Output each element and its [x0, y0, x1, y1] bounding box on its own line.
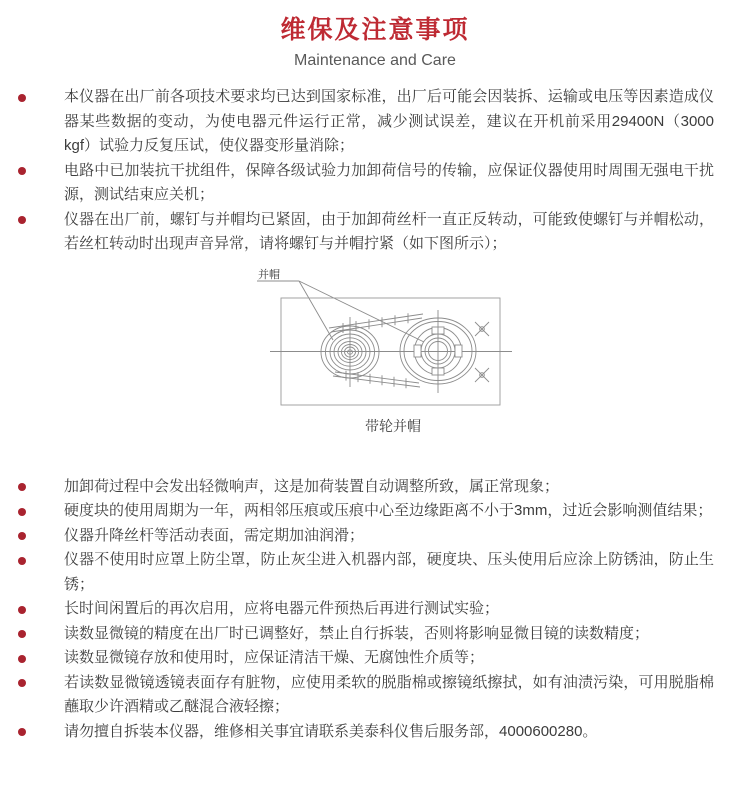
- bullet-icon: [18, 557, 26, 565]
- page-header: [0, 0, 750, 71]
- note-item: [64, 646, 714, 671]
- note-text: 若读数显微镜透镜表面存有脏物，应使用柔软的脱脂棉或擦镜纸擦拭，如有油渍污染，可用脱脂棉蘸取少许酒精或乙醚混合液轻擦；: [64, 673, 714, 715]
- bullet-icon: [18, 630, 26, 638]
- pulley-diagram: [245, 265, 515, 442]
- note-text: 请勿擅自拆装本仪器，维修相关事宜请联系美泰科仪售后服务部，4000600280。: [64, 722, 598, 740]
- note-item: [64, 524, 714, 549]
- note-item: [64, 720, 714, 745]
- note-text: 长时间闲置后的再次启用，应将电器元件预热后再进行测试实验；: [64, 600, 500, 617]
- bullet-icon: [18, 606, 26, 614]
- bullet-icon: [18, 532, 26, 540]
- page-title: 维保及注意事项: [280, 16, 470, 44]
- drive-belt: [329, 313, 423, 388]
- maintenance-notes-bottom: [64, 475, 714, 745]
- note-item: [64, 499, 714, 524]
- note-text: 读数显微镜存放和使用时，应保证清洁干燥、无腐蚀性介质等；: [64, 649, 485, 666]
- note-text: 读数显微镜的精度在出厂时已调整好，禁止自行拆装，否则将影响显微目镜的读数精度；: [64, 624, 650, 642]
- bullet-icon: [18, 216, 26, 224]
- note-text: 仪器升降丝杆等活动表面，需定期加油润滑；: [64, 526, 365, 544]
- leader-line-left: [299, 281, 333, 340]
- note-item: [64, 622, 714, 647]
- pulley-diagram-svg: [245, 265, 515, 437]
- page-subtitle: Maintenance and Care: [294, 52, 456, 69]
- bullet-icon: [18, 655, 26, 663]
- callout-label: 并帽: [258, 268, 280, 281]
- note-item: [64, 475, 714, 500]
- note-text: 本仪器在出厂前各项技术要求均已达到国家标准，出厂后可能会因装拆、运输或电压等因素造成仪器某些数据的变动，为使电器元件运行正常，减少测试误差，建议在开机前采用29400N（3000 kgf）试验力反复压试，使仪器变形量消除；: [64, 88, 714, 154]
- bullet-icon: [18, 167, 26, 175]
- note-item: [64, 85, 714, 159]
- note-text: 电路中已加装抗干扰组件，保障各级试验力加卸荷信号的传输，应保证仪器使用时周围无强电干扰源，测试结束应关机；: [64, 161, 714, 203]
- note-text: 加卸荷过程中会发出轻微响声，这是加荷装置自动调整所致，属正常现象；: [64, 477, 560, 495]
- note-text: 硬度块的使用周期为一年，两相邻压痕或压痕中心至边缘距离不小于3mm，过近会影响测值结果；: [64, 502, 713, 519]
- bullet-icon: [18, 94, 26, 102]
- maintenance-notes-top: [64, 85, 714, 257]
- screw-mark-top: [475, 322, 489, 336]
- bullet-icon: [18, 508, 26, 516]
- note-item: [64, 671, 714, 720]
- bullet-icon: [18, 483, 26, 491]
- screw-mark-bottom: [475, 368, 489, 382]
- note-text: 仪器在出厂前，螺钉与并帽均已紧固，由于加卸荷丝杆一直正反转动，可能致使螺钉与并帽松动，若丝杠转动时出现声音异常，请将螺钉与并帽拧紧（如下图所示）；: [64, 210, 714, 252]
- note-item: [64, 548, 714, 597]
- note-item: [64, 159, 714, 208]
- diagram-caption: 带轮并帽: [365, 417, 421, 434]
- bullet-icon: [18, 728, 26, 736]
- note-item: [64, 208, 714, 257]
- bullet-icon: [18, 679, 26, 687]
- note-text: 仪器不使用时应罩上防尘罩，防止灰尘进入机器内部，硬度块、压头使用后应涂上防锈油，防止生锈；: [64, 551, 714, 593]
- note-item: [64, 597, 714, 622]
